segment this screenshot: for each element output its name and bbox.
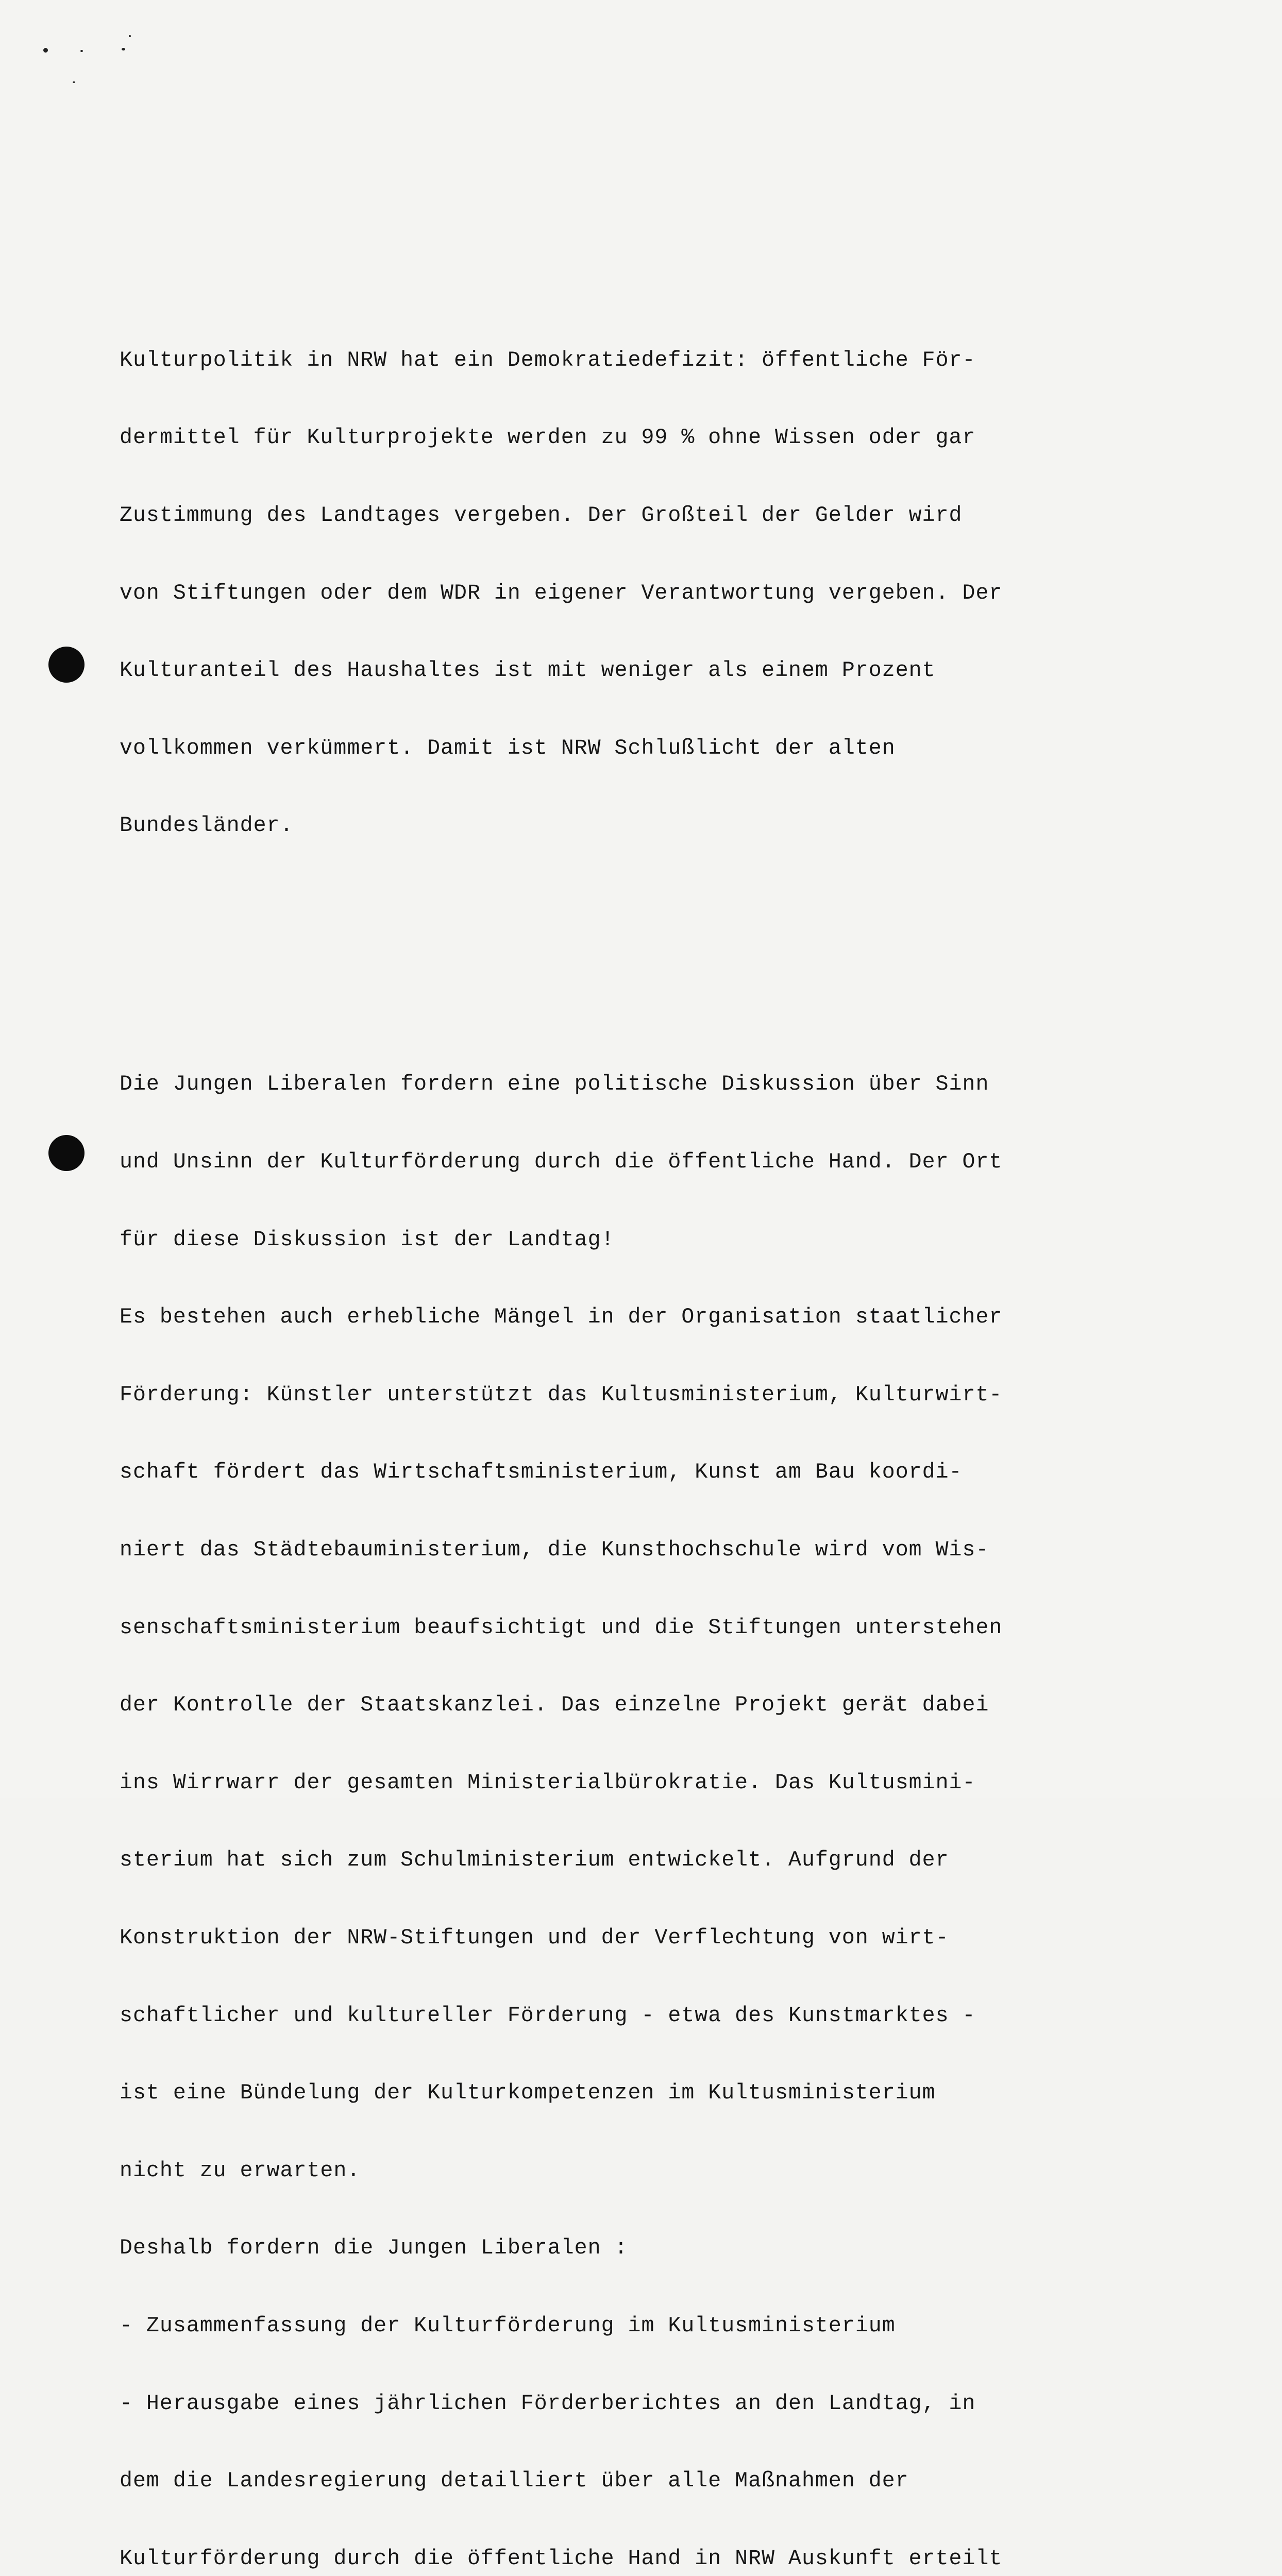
- text-line: ins Wirrwarr der gesamten Ministerialbürokratie. Das Kultusmini-: [120, 1770, 976, 1795]
- text-line: Bundesländer.: [120, 814, 294, 838]
- document-body: [120, 244, 1181, 2576]
- text-line: dem die Landesregierung detailliert über alle Maßnahmen der: [120, 2469, 909, 2494]
- text-line: schaft fördert das Wirtschaftsministerium, Kunst am Bau koordi-: [120, 1460, 963, 1485]
- text-line: Zustimmung des Landtages vergeben. Der Großteil der Gelder wird: [120, 503, 963, 528]
- text-line: dermittel für Kulturprojekte werden zu 99 % ohne Wissen oder gar: [120, 426, 976, 450]
- text-line: Deshalb fordern die Jungen Liberalen :: [120, 2236, 628, 2261]
- text-line: vollkommen verkümmert. Damit ist NRW Schlußlicht der alten: [120, 736, 896, 760]
- text-line: für diese Diskussion ist der Landtag!: [120, 1227, 615, 1252]
- scan-speck: [122, 48, 125, 50]
- text-line: Kulturpolitik in NRW hat ein Demokratiedefizit: öffentliche För-: [120, 348, 976, 372]
- text-line: Förderung: Künstler unterstützt das Kultusministerium, Kulturwirt-: [120, 1382, 1003, 1407]
- scan-speck: [80, 50, 83, 52]
- text-line: von Stiftungen oder dem WDR in eigener Verantwortung vergeben. Der: [120, 581, 1003, 605]
- text-line: Kulturanteil des Haushaltes ist mit weniger als einem Prozent: [120, 658, 936, 683]
- text-line: ist eine Bündelung der Kulturkompetenzen im Kultusministerium: [120, 2081, 936, 2106]
- paragraph-gap: [120, 942, 1181, 968]
- text-line: niert das Städtebauministerium, die Kunsthochschule wird vom Wis-: [120, 1537, 989, 1562]
- paragraph-democracy-deficit: [120, 296, 1181, 891]
- text-line: Konstruktion der NRW-Stiftungen und der Verflechtung von wirt-: [120, 1926, 949, 1950]
- punch-hole: [48, 647, 85, 683]
- text-line: nicht zu erwarten.: [120, 2158, 361, 2183]
- text-line: Kulturförderung durch die öffentliche Hand in NRW Auskunft erteilt: [120, 2546, 1003, 2571]
- scan-speck: [129, 35, 131, 37]
- text-line: der Kontrolle der Staatskanzlei. Das einzelne Projekt gerät dabei: [120, 1693, 989, 1718]
- text-line: schaftlicher und kultureller Förderung - etwa des Kunstmarktes -: [120, 2003, 976, 2028]
- paragraph-demands: [120, 1020, 1181, 2576]
- punch-hole: [48, 1135, 85, 1171]
- text-line: sterium hat sich zum Schulministerium entwickelt. Aufgrund der: [120, 1848, 949, 1873]
- text-line: und Unsinn der Kulturförderung durch die öffentliche Hand. Der Ort: [120, 1149, 1003, 1174]
- text-line: Die Jungen Liberalen fordern eine politische Diskussion über Sinn: [120, 1072, 989, 1097]
- scan-speck: [43, 48, 48, 53]
- text-line: - Herausgabe eines jährlichen Förderberichtes an den Landtag, in: [120, 2391, 976, 2416]
- scan-speck: [73, 81, 75, 83]
- text-line: senschaftsministerium beaufsichtigt und die Stiftungen unterstehen: [120, 1615, 1003, 1640]
- text-line: Es bestehen auch erhebliche Mängel in der Organisation staatlicher: [120, 1305, 1003, 1330]
- text-line: - Zusammenfassung der Kulturförderung im Kultusministerium: [120, 2314, 896, 2338]
